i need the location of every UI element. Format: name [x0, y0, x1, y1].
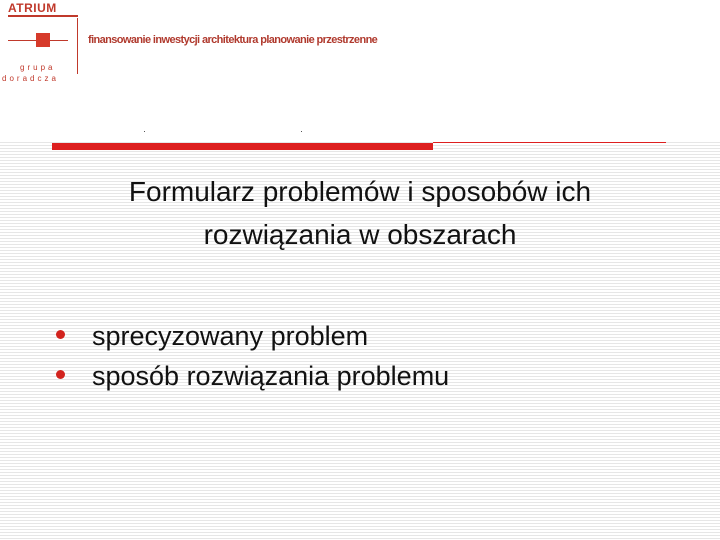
bullet-list [56, 316, 449, 396]
bullet-text: sprecyzowany problem [92, 321, 369, 351]
bullet-text: sposób rozwiązania problemu [92, 361, 450, 391]
bullet-item [56, 356, 449, 396]
logo-underline [8, 15, 78, 17]
bullet-item [56, 316, 449, 356]
slide-header [0, 0, 720, 140]
logo-square-icon [36, 33, 50, 47]
bullet-dot-icon [56, 330, 65, 339]
accent-thin-rule [433, 142, 666, 143]
slide-title: Formularz problemów i sposobów ich rozwiązania w obszarach [128, 176, 592, 250]
bullet-dot-icon [56, 370, 65, 379]
header-tagline: finansowanie inwestycji architektura planowanie przestrzenne [88, 34, 378, 46]
logo-line-2: doradcza [2, 74, 59, 83]
header-dot [301, 131, 302, 132]
accent-rule [52, 143, 433, 150]
header-dot [144, 131, 145, 132]
logo-line-1: grupa [20, 63, 56, 72]
logo-vertical-line [77, 18, 78, 74]
logo-brand: ATRIUM [8, 1, 57, 15]
